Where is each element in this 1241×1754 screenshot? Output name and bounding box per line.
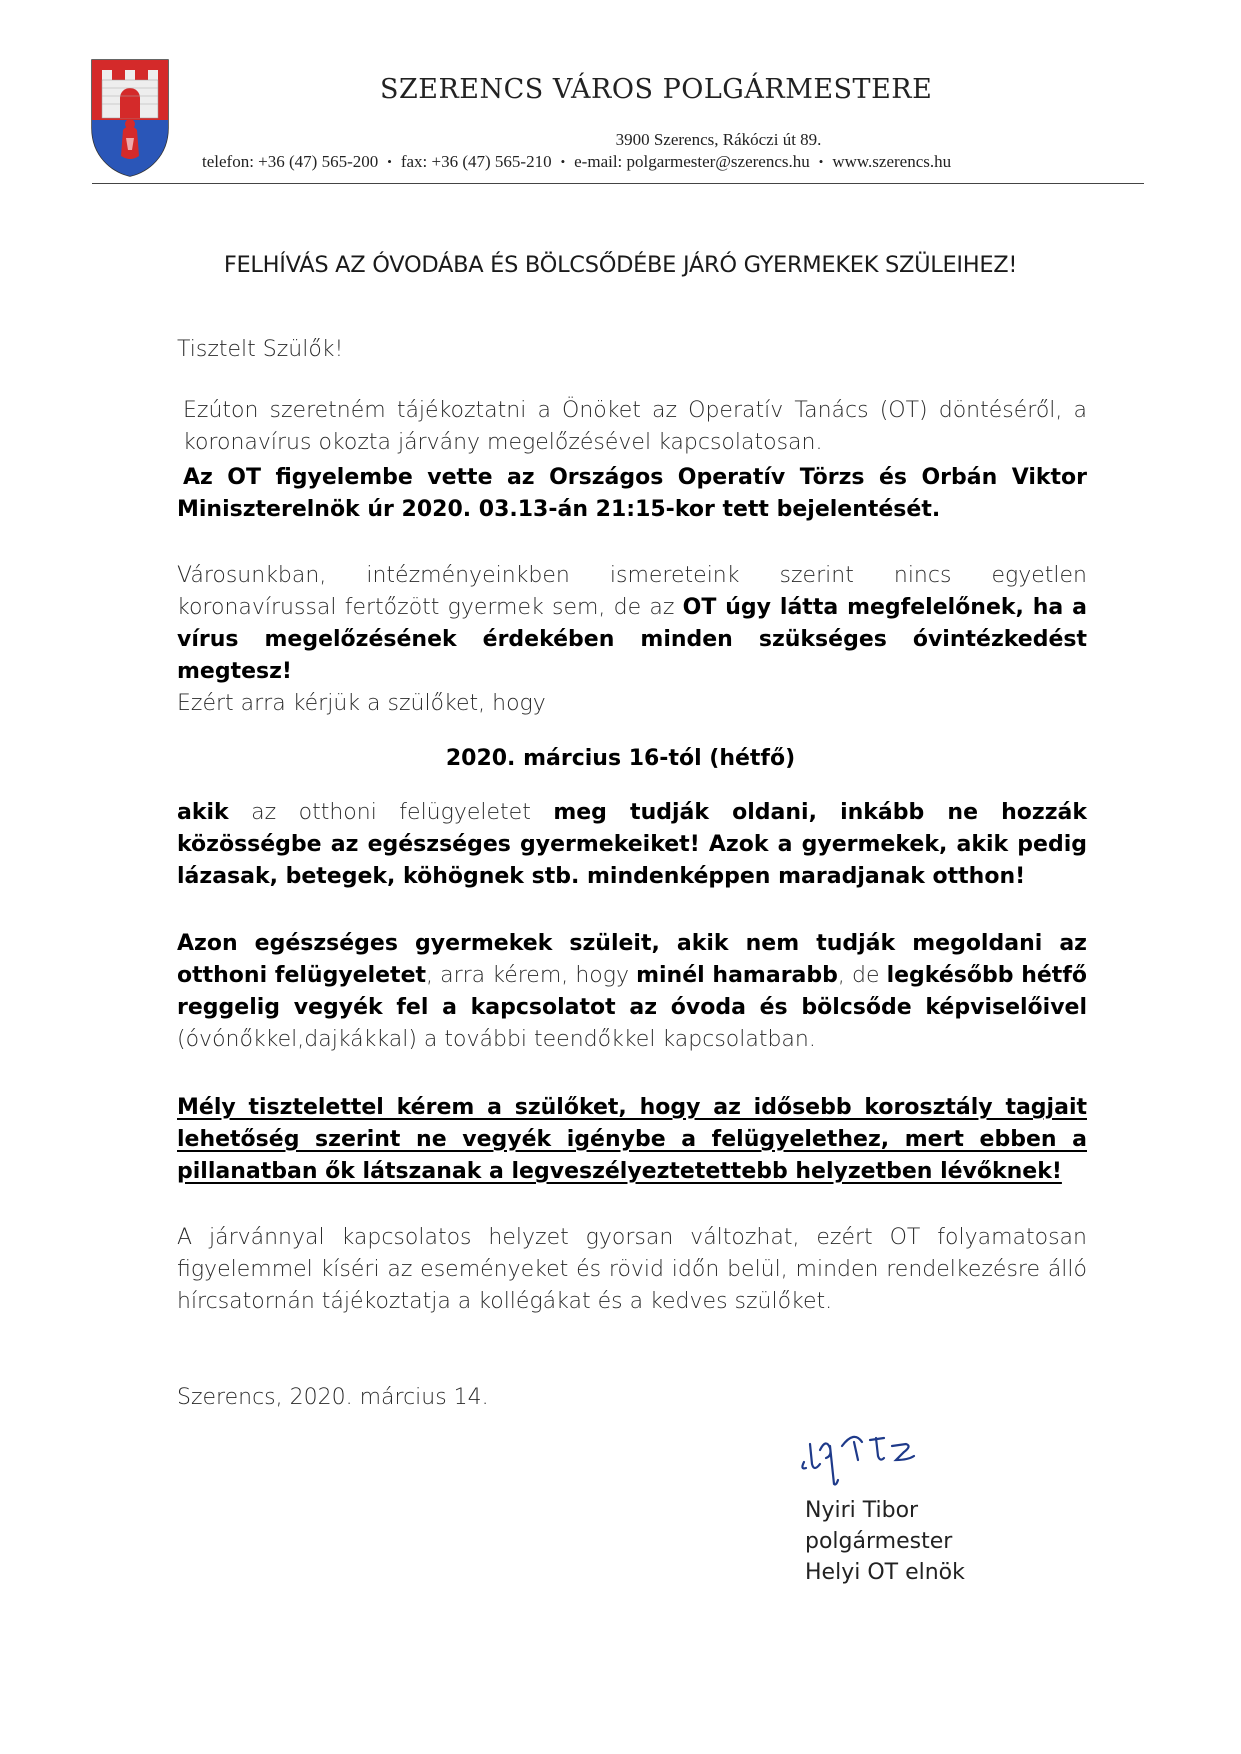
paragraph-elderly-warning: Mély tisztelettel kérem a szülőket, hogy az idősebb korosztály tagjait lehetőség szerint ne vegyék igénybe a felügyelethez, mert ebben a pillanatban ők látszanak a legveszélyeztetettebb helyzetben lévőknek! (177, 1095, 1087, 1184)
paragraph-contact-request (177, 928, 1087, 1056)
letterhead-contacts (202, 152, 951, 172)
situation-emphasis: OT úgy látta megfelelőnek, ha a vírus megelőzésének érdekében minden szükséges óvintézkedést megtesz! (177, 595, 1088, 684)
contact-text-3: (óvónőkkel,dajkákkal) a további teendőkkel kapcsolatban. (177, 1027, 816, 1052)
contact-lead: Azon egészséges gyermekek szüleit, akik nem tudják megoldani az otthoni felügyeletet (177, 931, 1087, 988)
signer-role: Helyi OT elnök (805, 1560, 965, 1585)
signer-name: Nyiri Tibor (805, 1498, 919, 1523)
paragraph-intro: Ezúton szeretném tájékoztatni a Önöket az Operatív Tanács (OT) döntéséről, a koronavírus okozta járvány megelőzésével kapcsolatosan. (183, 398, 1087, 455)
contact-emphasis-1: minél hamarabb (636, 963, 838, 988)
bullet-separator: • (560, 154, 566, 169)
website-text: www.szerencs.hu (832, 152, 952, 171)
effective-date: 2020. március 16-tól (hétfő) (445, 746, 796, 771)
place-and-date: Szerencs, 2020. március 14. (177, 1385, 489, 1410)
contact-text-1: , arra kérem, hogy (426, 963, 637, 988)
paragraph-request: Ezért arra kérjük a szülőket, hogy (177, 691, 546, 716)
home-care-lead: akik (177, 800, 229, 825)
home-care-emphasis: meg tudják oldani, inkább ne hozzák közösségbe az egészséges gyermekeiket! Azok a gyermekek, akik pedig lázasak, betegek, köhögnek stb. mindenképpen maradjanak otthon! (177, 800, 1088, 889)
handwritten-signature (792, 1420, 942, 1490)
address-text: 3900 Szerencs, Rákóczi út 89. (615, 130, 822, 149)
bullet-separator: • (387, 154, 392, 169)
paragraph-home-care (177, 797, 1087, 893)
letterhead-address (0, 130, 1241, 150)
contact-emphasis-2: legkésőbb hétfő reggelig vegyék fel a kapcsolatot az óvoda és bölcsőde képviselőivel (177, 963, 1088, 1020)
document-headline: FELHÍVÁS AZ ÓVODÁBA ÉS BÖLCSŐDÉBE JÁRÓ GYERMEKEK SZÜLEIHEZ! (223, 252, 1018, 278)
contact-text-2: , de (837, 963, 887, 988)
letterhead-title: SZERENCS VÁROS POLGÁRMESTERE (380, 74, 933, 105)
signature-block (805, 1495, 965, 1588)
header-divider (92, 183, 1144, 184)
paragraph-ot-decision: Az OT figyelembe vette az Országos Operatív Törzs és Orbán Viktor Miniszterelnök úr 2020. 03.13-án 21:15-kor tett bejelentését. (177, 465, 1087, 522)
signer-title: polgármester (805, 1529, 953, 1554)
bullet-separator: • (818, 154, 824, 169)
fax-text: fax: +36 (47) 565-210 (400, 152, 552, 171)
home-care-text: az otthoni felügyeletet (228, 800, 554, 825)
email-text: e-mail: polgarmester@szerencs.hu (574, 152, 810, 171)
situation-text: Városunkban, intézményeinkben ismereteink szerint nincs egyetlen koronavírussal fertőzött gyermek sem, de az (177, 563, 1087, 620)
salutation: Tisztelt Szülők! (177, 337, 344, 362)
paragraph-situation (177, 560, 1087, 688)
coat-of-arms-icon (90, 58, 170, 178)
paragraph-monitoring: A járvánnyal kapcsolatos helyzet gyorsan változhat, ezért OT folyamatosan figyelemmel kíséri az eseményeket és rövid időn belül, minden rendelkezésre álló hírcsatornán tájékoztatja a kollégákat és a kedves szülőket. (177, 1225, 1087, 1314)
phone-text: telefon: +36 (47) 565-200 (202, 152, 379, 171)
